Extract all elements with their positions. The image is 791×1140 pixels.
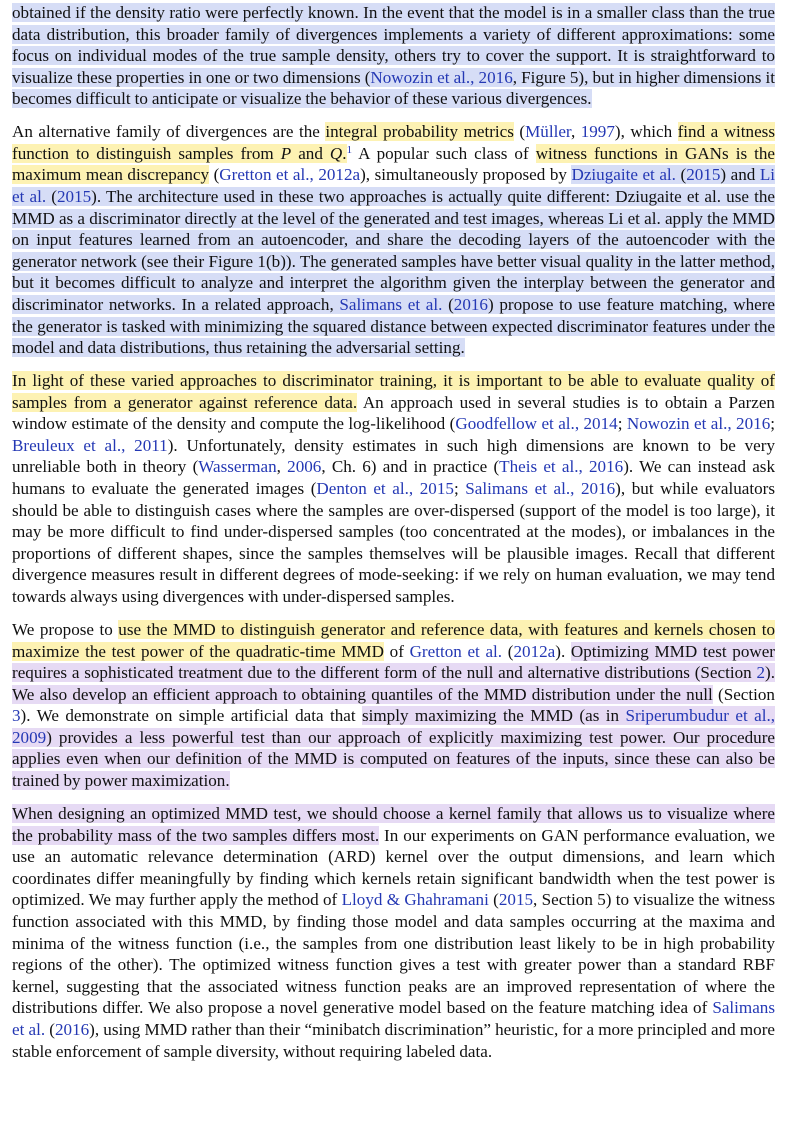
citation-link[interactable]: 2012a — [513, 641, 556, 661]
highlighted-text: When designing an optimized — [12, 803, 226, 823]
body-text: ( — [209, 165, 220, 185]
citation-link[interactable]: 2015 — [56, 187, 92, 207]
highlighted-text: as a discriminator directly at the level of the generated and test images, whereas Li et al. apply the — [54, 208, 733, 228]
paragraph-3 — [12, 370, 775, 608]
highlighted-text: Optimizing — [570, 641, 655, 661]
smallcaps-term: MMD — [173, 619, 216, 639]
highlighted-text: find a witness function to distinguish samples from — [12, 122, 775, 163]
highlighted-text: and — [291, 143, 330, 163]
highlighted-text: s is the maximum mean discrepancy — [12, 143, 776, 185]
body-text: rather than their “minibatch discrimination” heuristic, for a more principled and more stable enforcement of sample diversity, without requiring labeled data. — [12, 1019, 775, 1061]
citation-link[interactable]: Müller — [525, 122, 571, 142]
smallcaps-term: MMD — [225, 803, 269, 823]
paragraph-2 — [12, 121, 775, 359]
math-symbol: P — [280, 143, 292, 163]
highlighted-text: ) provides a less powerful test than our approach of explicitly maximizing test power. Our procedure applies even when our definition of the — [12, 727, 775, 769]
math-symbol: Q — [329, 143, 343, 163]
smallcaps-term: MMD — [483, 684, 527, 704]
body-text: ; — [770, 414, 775, 434]
body-text: ), simultaneously proposed by — [360, 165, 572, 185]
body-text: ), using — [89, 1019, 145, 1039]
body-text: We propose to — [12, 619, 119, 639]
body-text: ). We demonstrate on simple artificial data that — [20, 706, 362, 726]
highlighted-text: obtained if the density ratio were perfectly known. In the event that the model is in a smaller class than the true data distribution, this broader family of divergences implements a variety of different approximations: some focus on individual modes of the true sample density, others try to cover the support. It is straightforward to visualize these properties in one or two dimensions ( — [12, 3, 775, 87]
body-text: ( — [488, 890, 499, 910]
citation-link[interactable]: Nowozin et al., 2016 — [626, 414, 771, 434]
highlighted-text: distribution under the null — [526, 684, 713, 704]
citation-link[interactable]: Gretton et al. — [409, 641, 503, 661]
highlighted-text: use the — [118, 619, 173, 639]
body-text: ( — [45, 1019, 55, 1039]
body-text: , by finding those model and data samples occurring at the maxima and minima of the witness function (i.e., the samples from one distribution least likely to be in high probability regions of the other). The optimized witness function gives a test with greater power than a standard — [12, 911, 775, 975]
paragraph-4 — [12, 619, 775, 792]
body-text: of — [383, 641, 410, 661]
smallcaps-term: GAN — [684, 143, 723, 163]
body-text: ), but while evaluators should be able to distinguish cases where the samples are over-dispersed (support of the model is too large), it may be more difficult to find under-dispersed samples (too concentrated at the modes), or imbalances in the proportions of different shapes, since the samples themselves will be plausible images. Recall that different divergence measures result in different degrees of mode-seeking: if we rely on human evaluation, we may tend towards always using divergences with under-dispersed samples. — [12, 479, 775, 607]
body-text: ; — [617, 414, 627, 434]
smallcaps-term: GAN — [541, 825, 579, 845]
highlighted-text: integral probability metrics — [325, 122, 514, 142]
body-text: ). We can instead ask humans to evaluate the generated images ( — [12, 457, 775, 499]
citation-link[interactable]: 2006 — [287, 457, 322, 477]
body-text: A popular such class of — [352, 143, 536, 163]
smallcaps-term: MMD — [219, 911, 263, 931]
body-text: performance evaluation, we use an automatic relevance determination ( — [12, 825, 775, 867]
highlighted-text: , Figure 5), but in higher dimensions it becomes difficult to anticipate or visualize the behavior of these various divergences. — [12, 67, 775, 109]
highlighted-text: . — [342, 143, 347, 163]
paragraph-5 — [12, 803, 775, 1062]
body-text: In our experiments on — [379, 825, 542, 845]
smallcaps-term: ARD — [333, 847, 370, 867]
body-text: ). — [555, 641, 571, 661]
section-ref-link[interactable]: 2 — [756, 663, 766, 683]
citation-link[interactable]: Dziugaite et al. — [571, 165, 676, 185]
highlighted-text: We also develop an efficient approach to obtaining quantiles of the — [12, 684, 484, 704]
smallcaps-term: MMD — [144, 1019, 188, 1039]
highlighted-text: In light of these varied approaches to discriminator training, it is important to be able to evaluate quality of samples from a generator against reference data. — [12, 371, 775, 412]
smallcaps-term: MMD — [294, 749, 338, 769]
citation-link[interactable]: Sriperumbudur et al., 2009 — [12, 706, 775, 747]
highlighted-text: ( — [675, 165, 687, 185]
body-text: ; — [453, 479, 466, 499]
citation-link[interactable]: Theis et al., 2016 — [499, 457, 624, 477]
highlighted-text: simply maximizing the — [361, 706, 531, 726]
body-text: ). Unfortunately, density estimates in such high dimensions are known to be very unreliable both in theory ( — [12, 435, 775, 477]
body-text: kernel, suggesting that the associated witness function peaks are an improved representation of where the distributions differ. We also propose a novel generative model based on the feature matching idea of — [12, 976, 775, 1018]
body-text: An alternative family of divergences are the — [12, 122, 326, 142]
smallcaps-term: MMD — [654, 641, 698, 661]
highlighted-text: (as in — [573, 706, 626, 726]
body-text: (Section — [712, 684, 775, 704]
body-text: , — [276, 457, 288, 477]
highlighted-text: test power requires a sophisticated treatment due to the different form of the null and alternative distributions (Section — [12, 641, 775, 683]
citation-link[interactable]: Lloyd & Ghahramani — [341, 890, 489, 910]
highlighted-text: ). — [765, 663, 775, 683]
highlighted-text: ( — [442, 295, 454, 315]
body-text: An approach used in several studies is to obtain a Parzen window estimate of the density and compute the log-likelihood ( — [12, 392, 775, 434]
body-text: , Ch. 6) and in practice ( — [321, 457, 500, 477]
highlighted-text: on input features learned from an autoencoder, and share the decoding layers of the autoencoder with the generator network (see their Figure 1(b)). The generated samples have better visual quality in the latter method, but it becomes difficult to analyze and interpret the algorithm given the interplay between the generator and discriminator networks. In a related approach, — [12, 230, 775, 315]
paragraph-1 — [12, 2, 775, 110]
highlighted-text: witness functions in — [535, 143, 685, 163]
footnote-marker[interactable]: 1 — [346, 143, 353, 156]
citation-link[interactable]: Nowozin et al., 2016 — [370, 67, 513, 87]
citation-link[interactable]: Denton et al., 2015 — [316, 479, 454, 499]
highlighted-text: ) propose to use feature matching, where the generator is tasked with minimizing the squared distance between expected discriminator features under the model and data distributions, thus retaining the adversarial setting. — [12, 295, 776, 358]
citation-link[interactable]: Gretton et al., 2012a — [219, 165, 361, 185]
highlighted-text: is computed on features of the inputs, since these can also be trained by power maximization. — [12, 749, 775, 791]
citation-link[interactable]: 1997 — [580, 122, 615, 142]
citation-link[interactable]: Salimans et al., 2016 — [465, 479, 616, 499]
body-text: , Section 5) to visualize the witness function associated with this — [12, 890, 775, 931]
smallcaps-term: MMD — [12, 208, 55, 228]
citation-link[interactable]: 2015 — [498, 890, 534, 910]
smallcaps-term: MMD — [732, 208, 775, 228]
citation-link[interactable]: Salimans et al. — [339, 295, 443, 315]
citation-link[interactable]: Goodfellow et al., 2014 — [455, 414, 618, 434]
highlighted-text: ( — [46, 187, 57, 207]
citation-link[interactable]: 2016 — [54, 1019, 90, 1039]
citation-link[interactable]: Salimans et al. — [12, 998, 775, 1039]
section-ref-link[interactable]: 3 — [12, 706, 21, 726]
body-text: ( — [513, 122, 526, 142]
body-text: ( — [502, 641, 514, 661]
highlighted-text: to distinguish generator and reference data, with features and kernels chosen to maximize the test power of the quadratic-time — [12, 619, 776, 661]
body-text: ), which — [614, 122, 678, 142]
citation-link[interactable]: Li et al. — [12, 165, 776, 207]
citation-link[interactable]: Wasserman — [198, 457, 277, 477]
highlighted-text: ) and — [720, 165, 760, 185]
citation-link[interactable]: 2016 — [453, 295, 488, 315]
body-text: ) kernel over the output dimensions, and learn which coordinates differ meaningfully by finding which kernels retain significant bandwidth when the test power is optimized. We may further apply the method of — [12, 847, 775, 910]
smallcaps-term: RBF — [742, 955, 775, 975]
highlighted-text: test, we should choose a kernel family that allows us to visualize where the probability mass of the two samples differs most. — [12, 803, 775, 845]
citation-link[interactable]: 2015 — [686, 165, 721, 185]
citation-link[interactable]: Breuleux et al., 2011 — [12, 435, 168, 455]
smallcaps-term: MMD — [530, 706, 574, 726]
smallcaps-term: MMD — [341, 641, 384, 661]
highlighted-text: ). The architecture used in these two approaches is actually quite different: Dziugaite et al. use the — [91, 187, 775, 207]
body-text: , — [570, 122, 581, 142]
